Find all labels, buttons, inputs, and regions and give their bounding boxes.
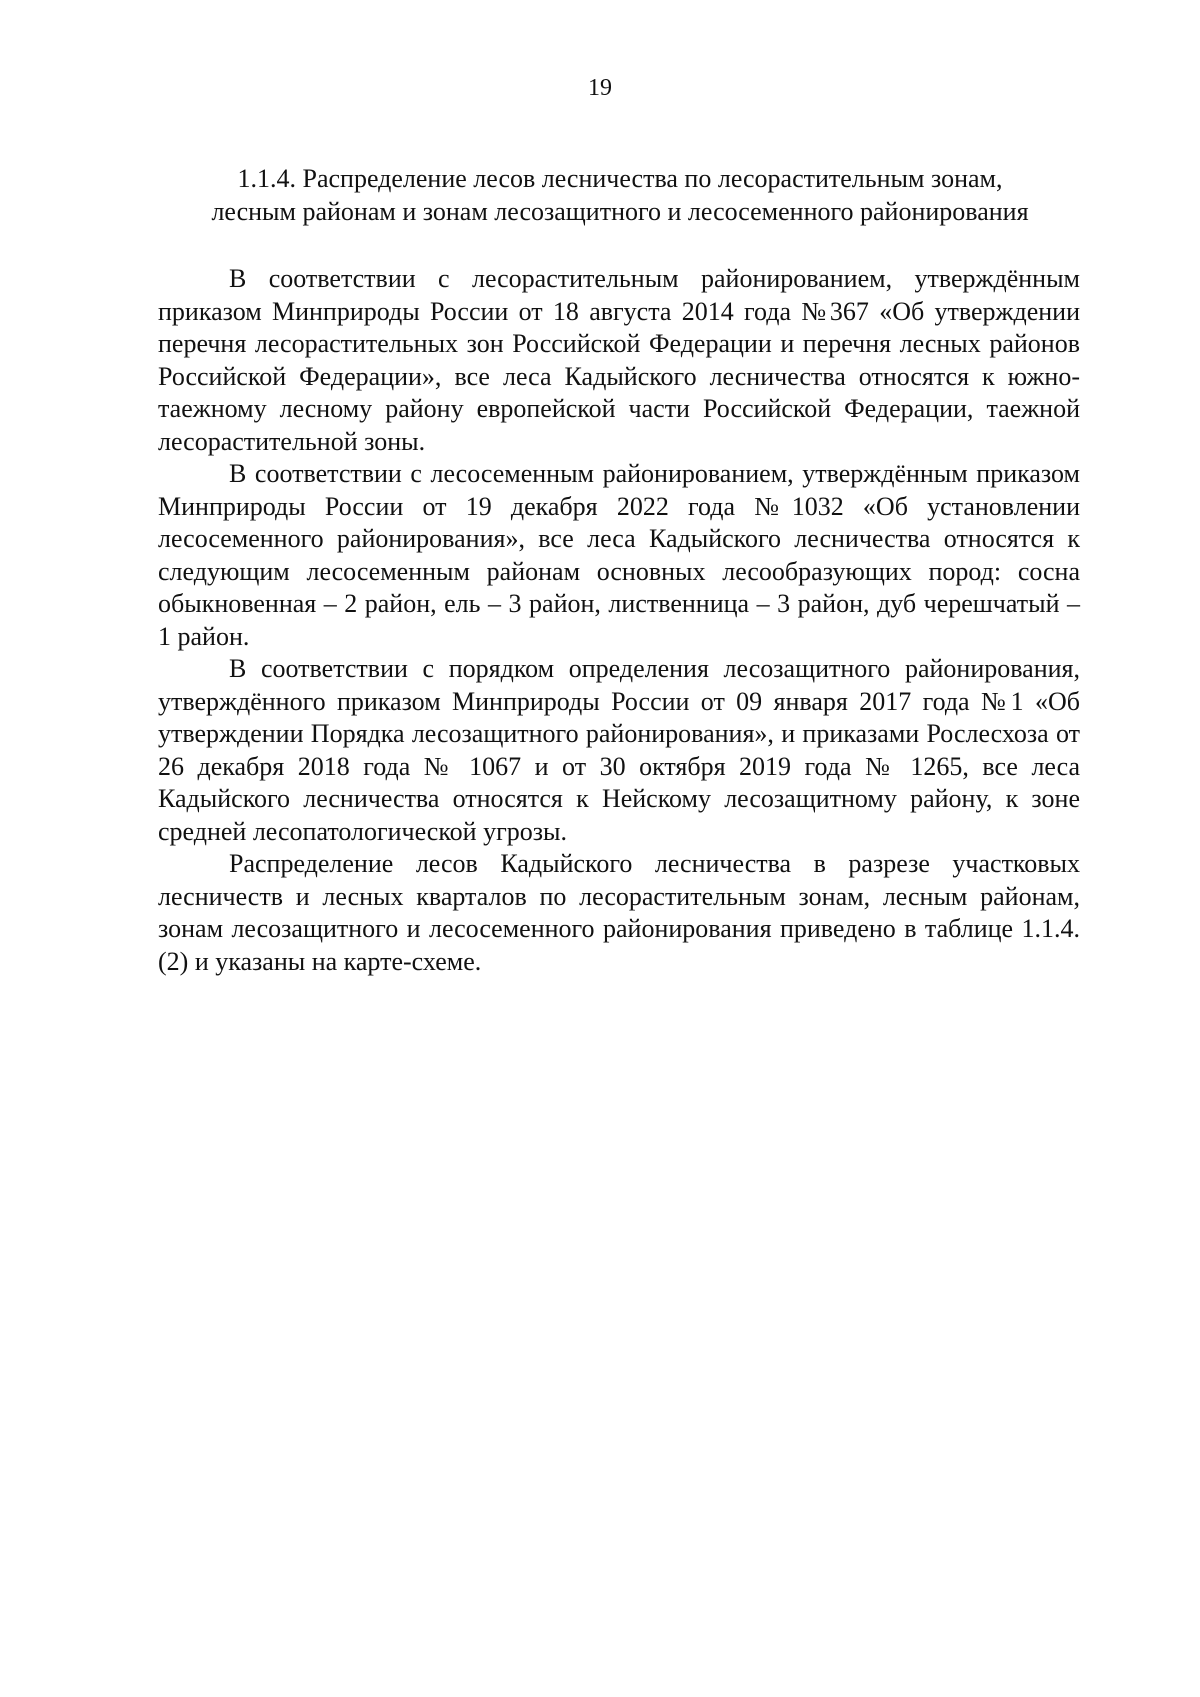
page-number: 19 <box>588 75 612 101</box>
section-heading-line-1: 1.1.4. Распределение лесов лесничества по лесорастительным зонам, <box>237 164 1003 193</box>
section-heading-line-2: лесным районам и зонам лесозащитного и лесосеменного районирования <box>211 197 1029 226</box>
paragraph-forest-protection-zoning: В соответствии с порядком определения лесозащитного районирования, утверждённого приказом Минприроды России от 09 января 2017 года №1 «Об утверждении Порядка лесозащитного районирования», и приказами Рослесхоза от 26 декабря 2018 года № 1067 и от 30 октября 2019 года № 1265, все леса Кадыйского лесничества относятся к Нейскому лесозащитному району, к зоне средней лесопатологической угрозы. <box>158 654 1080 846</box>
paragraph-seed-zoning: В соответствии с лесосеменным районированием, утверждённым приказом Минприроды России от 19 декабря 2022 года №1032 «Об установлении лесосеменного районирования», все леса Кадыйского лесничества относятся к следующим лесосеменным районам основных лесообразующих пород: сосна обыкновенная – 2 район, ель – 3 район, лиственница – 3 район, дуб черешчатый – 1 район. <box>158 459 1080 651</box>
paragraph-distribution-reference: Распределение лесов Кадыйского лесничества в разрезе участковых лесничеств и лесных кварталов по лесорастительным зонам, лесным районам, зонам лесозащитного и лесосеменного районирования приведено в таблице 1.1.4.(2) и указаны на карте-схеме. <box>158 849 1080 976</box>
section-heading <box>160 162 1080 228</box>
body-text <box>158 263 1080 978</box>
paragraph-forest-vegetation-zoning: В соответствии с лесорастительным районированием, утверждённым приказом Минприроды России от 18 августа 2014 года №367 «Об утверждении перечня лесорастительных зон Российской Федерации и перечня лесных районов Российской Федерации», все леса Кадыйского лесничества относятся к южно-таежному лесному району европейской части Российской Федерации, таежной лесорастительной зоны. <box>158 264 1080 456</box>
